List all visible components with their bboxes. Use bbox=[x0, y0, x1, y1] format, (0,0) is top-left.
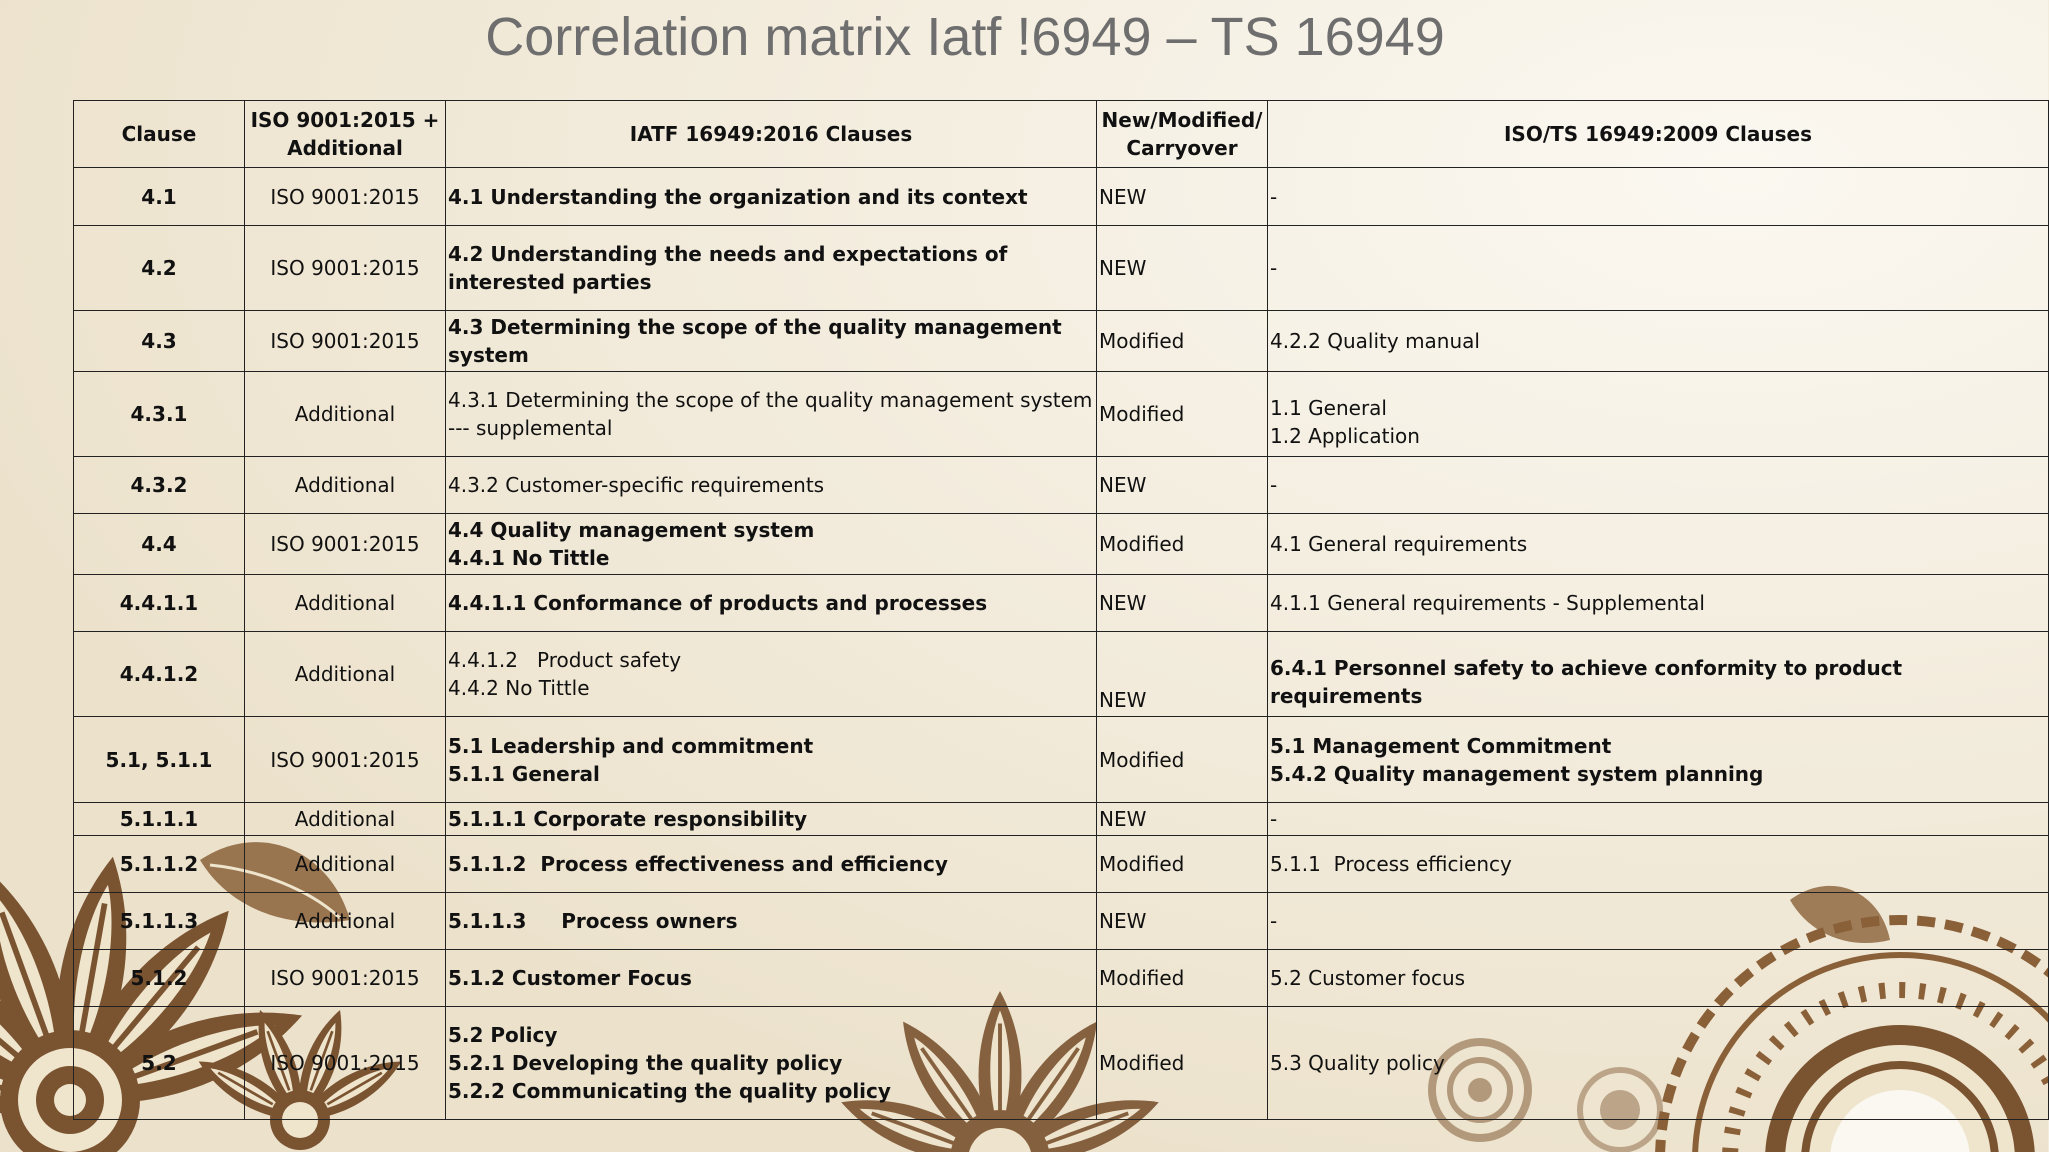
iatf-clause-line: 5.1.1.1 Corporate responsibility bbox=[448, 807, 808, 831]
header-iso: ISO 9001:2015 + Additional bbox=[245, 101, 446, 168]
status-cell: Modified bbox=[1097, 1007, 1268, 1120]
status-cell: NEW bbox=[1097, 168, 1268, 226]
clause-cell: 4.3 bbox=[74, 311, 245, 372]
status-cell: NEW bbox=[1097, 632, 1268, 717]
clause-cell: 4.4 bbox=[74, 514, 245, 575]
table-header-row bbox=[74, 101, 2049, 168]
iso-source-cell: ISO 9001:2015 bbox=[245, 950, 446, 1007]
status-cell: NEW bbox=[1097, 803, 1268, 836]
ts-clause-cell bbox=[1268, 717, 2049, 803]
status-cell: Modified bbox=[1097, 311, 1268, 372]
header-iatf: IATF 16949:2016 Clauses bbox=[446, 101, 1097, 168]
status-cell: NEW bbox=[1097, 575, 1268, 632]
ts-clause-cell bbox=[1268, 575, 2049, 632]
iatf-clause-cell bbox=[446, 803, 1097, 836]
clause-cell: 5.1, 5.1.1 bbox=[74, 717, 245, 803]
iso-source-cell: Additional bbox=[245, 893, 446, 950]
iso-source-cell: ISO 9001:2015 bbox=[245, 1007, 446, 1120]
iso-source-cell: Additional bbox=[245, 372, 446, 457]
table-row bbox=[74, 457, 2049, 514]
iatf-clause-line: 4.4.2 No Tittle bbox=[448, 676, 590, 700]
ts-clause-line: - bbox=[1270, 807, 1278, 831]
iso-source-cell: Additional bbox=[245, 632, 446, 717]
ts-clause-cell bbox=[1268, 457, 2049, 514]
iatf-clause-cell bbox=[446, 717, 1097, 803]
iso-source-cell: Additional bbox=[245, 575, 446, 632]
clause-cell: 4.3.1 bbox=[74, 372, 245, 457]
clause-cell: 5.2 bbox=[74, 1007, 245, 1120]
ts-clause-cell bbox=[1268, 803, 2049, 836]
iatf-clause-cell bbox=[446, 311, 1097, 372]
ts-clause-line: 5.4.2 Quality management system planning bbox=[1270, 761, 1764, 786]
table-row bbox=[74, 803, 2049, 836]
iatf-clause-cell bbox=[446, 168, 1097, 226]
ts-clause-line: - bbox=[1270, 184, 1278, 209]
iatf-clause-cell bbox=[446, 893, 1097, 950]
status-cell: Modified bbox=[1097, 836, 1268, 893]
iso-source-cell: ISO 9001:2015 bbox=[245, 514, 446, 575]
iatf-clause-cell bbox=[446, 1007, 1097, 1120]
clause-cell: 5.1.1.2 bbox=[74, 836, 245, 893]
ts-clause-line: 1.2 Application bbox=[1270, 424, 1420, 448]
ts-clause-line: 5.2 Customer focus bbox=[1270, 966, 1466, 990]
table-row bbox=[74, 372, 2049, 457]
iatf-clause-line: 5.2.1 Developing the quality policy bbox=[448, 1051, 843, 1075]
table-row bbox=[74, 1007, 2049, 1120]
iso-source-cell: ISO 9001:2015 bbox=[245, 226, 446, 311]
iatf-clause-line: 4.4.1 No Tittle bbox=[448, 546, 610, 570]
iatf-clause-cell bbox=[446, 632, 1097, 717]
status-cell: NEW bbox=[1097, 893, 1268, 950]
table-row bbox=[74, 632, 2049, 717]
header-clause: Clause bbox=[74, 101, 245, 168]
iatf-clause-line: 5.1 Leadership and commitment bbox=[448, 733, 814, 758]
iso-source-cell: ISO 9001:2015 bbox=[245, 717, 446, 803]
iso-source-cell: ISO 9001:2015 bbox=[245, 168, 446, 226]
ts-clause-line: 1.1 General bbox=[1270, 396, 1387, 420]
correlation-matrix-table bbox=[73, 100, 2049, 1120]
status-cell: Modified bbox=[1097, 372, 1268, 457]
ts-clause-cell bbox=[1268, 226, 2049, 311]
iatf-clause-line: 5.1.1.2 Process effectiveness and efficiency bbox=[448, 852, 948, 876]
header-status: New/Modified/ Carryover bbox=[1097, 101, 1268, 168]
ts-clause-line: 4.1.1 General requirements - Supplemental bbox=[1270, 591, 1705, 615]
table-row bbox=[74, 514, 2049, 575]
ts-clause-cell bbox=[1268, 168, 2049, 226]
clause-cell: 4.4.1.1 bbox=[74, 575, 245, 632]
iatf-clause-cell bbox=[446, 457, 1097, 514]
iso-source-cell: Additional bbox=[245, 457, 446, 514]
status-cell: NEW bbox=[1097, 457, 1268, 514]
iatf-clause-line: 4.3 Determining the scope of the quality management system bbox=[448, 315, 1069, 367]
table-row bbox=[74, 168, 2049, 226]
iatf-clause-line: 5.1.1 General bbox=[448, 761, 600, 786]
iso-source-cell: ISO 9001:2015 bbox=[245, 311, 446, 372]
status-cell: NEW bbox=[1097, 226, 1268, 311]
iatf-clause-cell bbox=[446, 575, 1097, 632]
ts-clause-line: 4.1 General requirements bbox=[1270, 532, 1528, 556]
ts-clause-cell bbox=[1268, 836, 2049, 893]
table-row bbox=[74, 575, 2049, 632]
header-ts: ISO/TS 16949:2009 Clauses bbox=[1268, 101, 2049, 168]
ts-clause-line: 5.1.1 Process efficiency bbox=[1270, 852, 1512, 876]
clause-cell: 4.4.1.2 bbox=[74, 632, 245, 717]
table-row bbox=[74, 311, 2049, 372]
iso-source-cell: Additional bbox=[245, 803, 446, 836]
iatf-clause-cell bbox=[446, 372, 1097, 457]
ts-clause-cell bbox=[1268, 950, 2049, 1007]
ts-clause-cell bbox=[1268, 1007, 2049, 1120]
ts-clause-line: 5.1 Management Commitment bbox=[1270, 733, 1612, 758]
ts-clause-cell bbox=[1268, 514, 2049, 575]
iatf-clause-line: 5.1.1.3 Process owners bbox=[448, 909, 738, 933]
iatf-clause-cell bbox=[446, 836, 1097, 893]
iatf-clause-cell bbox=[446, 950, 1097, 1007]
status-cell: Modified bbox=[1097, 717, 1268, 803]
clause-cell: 5.1.2 bbox=[74, 950, 245, 1007]
slide-title: Correlation matrix Iatf !6949 – TS 16949 bbox=[485, 7, 1445, 67]
ts-clause-line: - bbox=[1270, 473, 1278, 497]
iatf-clause-line: 4.3.1 Determining the scope of the quality management system --- supplemental bbox=[448, 388, 1099, 440]
iatf-clause-line: 4.4.1.1 Conformance of products and processes bbox=[448, 591, 988, 615]
table-row bbox=[74, 836, 2049, 893]
iatf-clause-line: 4.3.2 Customer-specific requirements bbox=[448, 473, 825, 497]
iatf-clause-line: 5.2 Policy bbox=[448, 1023, 558, 1047]
iatf-clause-line: 5.2.2 Communicating the quality policy bbox=[448, 1079, 891, 1103]
clause-cell: 4.1 bbox=[74, 168, 245, 226]
iatf-clause-cell bbox=[446, 226, 1097, 311]
table-row bbox=[74, 717, 2049, 803]
status-cell: Modified bbox=[1097, 514, 1268, 575]
ts-clause-line: 5.3 Quality policy bbox=[1270, 1051, 1445, 1075]
iatf-clause-line: 4.2 Understanding the needs and expectations of interested parties bbox=[448, 242, 1015, 294]
status-cell: Modified bbox=[1097, 950, 1268, 1007]
ts-clause-line: 6.4.1 Personnel safety to achieve conformity to product requirements bbox=[1270, 656, 1910, 708]
iatf-clause-line: 5.1.2 Customer Focus bbox=[448, 966, 692, 990]
ts-clause-cell bbox=[1268, 632, 2049, 717]
ts-clause-cell bbox=[1268, 311, 2049, 372]
iatf-clause-cell bbox=[446, 514, 1097, 575]
table-row bbox=[74, 226, 2049, 311]
iatf-clause-line: 4.4.1.2 Product safety bbox=[448, 648, 682, 672]
clause-cell: 4.2 bbox=[74, 226, 245, 311]
iatf-clause-line: 4.1 Understanding the organization and its context bbox=[448, 184, 1028, 209]
iso-source-cell: Additional bbox=[245, 836, 446, 893]
ts-clause-line: - bbox=[1270, 256, 1278, 280]
clause-cell: 5.1.1.1 bbox=[74, 803, 245, 836]
iatf-clause-line: 4.4 Quality management system bbox=[448, 518, 815, 542]
ts-clause-cell bbox=[1268, 893, 2049, 950]
ts-clause-line: 4.2.2 Quality manual bbox=[1270, 329, 1480, 353]
table-row bbox=[74, 950, 2049, 1007]
table-row bbox=[74, 893, 2049, 950]
ts-clause-cell bbox=[1268, 372, 2049, 457]
clause-cell: 5.1.1.3 bbox=[74, 893, 245, 950]
clause-cell: 4.3.2 bbox=[74, 457, 245, 514]
ts-clause-line: - bbox=[1270, 909, 1278, 933]
